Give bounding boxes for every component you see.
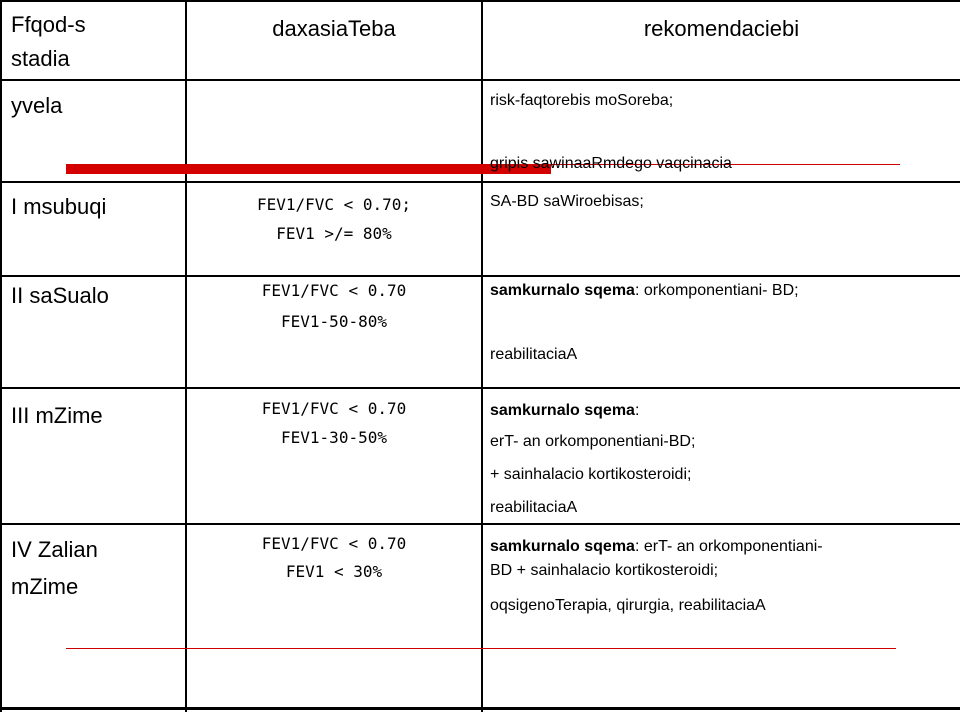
- rec-very-severe-1: [490, 537, 958, 556]
- header-recommendations: rekomendaciebi: [643, 16, 800, 41]
- column-divider-1: [185, 0, 187, 712]
- rec-severe-scheme-label: samkurnalo sqema: [490, 402, 635, 419]
- row-stage-severe: III mZime: [11, 403, 103, 428]
- row-divider-4: [0, 523, 960, 525]
- diag-very-severe-1: FEV1/FVC < 0.70: [261, 534, 407, 553]
- rec-severe-4: reabilitaciaA: [490, 499, 578, 516]
- rec-all-1: risk-faqtorebis moSoreba;: [490, 92, 674, 109]
- diag-mild-2: FEV1 >/= 80%: [276, 224, 392, 243]
- header-stage-line1: Ffqod-s: [11, 12, 86, 37]
- diag-mild-1: FEV1/FVC < 0.70;: [256, 195, 412, 214]
- row-divider-3: [0, 387, 960, 389]
- diag-very-severe-2: FEV1 < 30%: [285, 562, 383, 581]
- rec-moderate-2: reabilitaciaA: [490, 346, 578, 363]
- table-border-bottom: [0, 707, 960, 710]
- red-accent-line-top: [66, 164, 900, 165]
- rec-severe-1: [490, 401, 639, 420]
- rec-severe-3: + sainhalacio kortikosteroidi;: [490, 466, 692, 483]
- rec-all-2: gripis sawinaaRmdego vaqcinacia: [490, 155, 732, 172]
- table-border-left: [0, 0, 2, 712]
- row-stage-mild: I msubuqi: [11, 194, 107, 219]
- red-accent-bar: [66, 165, 551, 174]
- diag-moderate-2: FEV1-50-80%: [281, 312, 387, 331]
- diag-moderate-1: FEV1/FVC < 0.70: [261, 281, 407, 300]
- rec-severe-2: erT- an orkomponentiani-BD;: [490, 433, 696, 450]
- row-stage-very-severe-line2: mZime: [11, 574, 79, 599]
- row-divider-1: [0, 181, 960, 183]
- rec-mild-1: SA-BD saWiroebisas;: [490, 193, 644, 210]
- row-divider-header: [0, 79, 960, 81]
- row-stage-very-severe-line1: IV Zalian: [11, 537, 98, 562]
- row-stage-all: yvela: [11, 93, 63, 118]
- row-stage-moderate: II saSualo: [11, 283, 109, 308]
- rec-very-severe-scheme-label: samkurnalo sqema: [490, 538, 635, 555]
- diag-severe-2: FEV1-30-50%: [281, 428, 387, 447]
- red-accent-line-bottom: [66, 648, 896, 649]
- header-stage-line2: stadia: [11, 46, 70, 71]
- table-border-top: [0, 0, 960, 2]
- rec-very-severe-scheme-text: : erT- an orkomponentiani-: [634, 538, 823, 555]
- rec-moderate-scheme-label: samkurnalo sqema: [490, 282, 635, 299]
- rec-very-severe-3: oqsigenoTerapia, qirurgia, reabilitaciaA: [490, 597, 766, 614]
- diag-severe-1: FEV1/FVC < 0.70: [261, 399, 407, 418]
- header-diagnosis: daxasiaTeba: [272, 16, 396, 41]
- rec-moderate-1: [490, 281, 799, 300]
- rec-very-severe-2: BD + sainhalacio kortikosteroidi;: [490, 562, 719, 579]
- column-divider-2: [481, 0, 483, 712]
- rec-severe-scheme-text: :: [634, 402, 640, 419]
- rec-moderate-scheme-text: : orkomponentiani- BD;: [634, 282, 799, 299]
- row-divider-2: [0, 275, 960, 277]
